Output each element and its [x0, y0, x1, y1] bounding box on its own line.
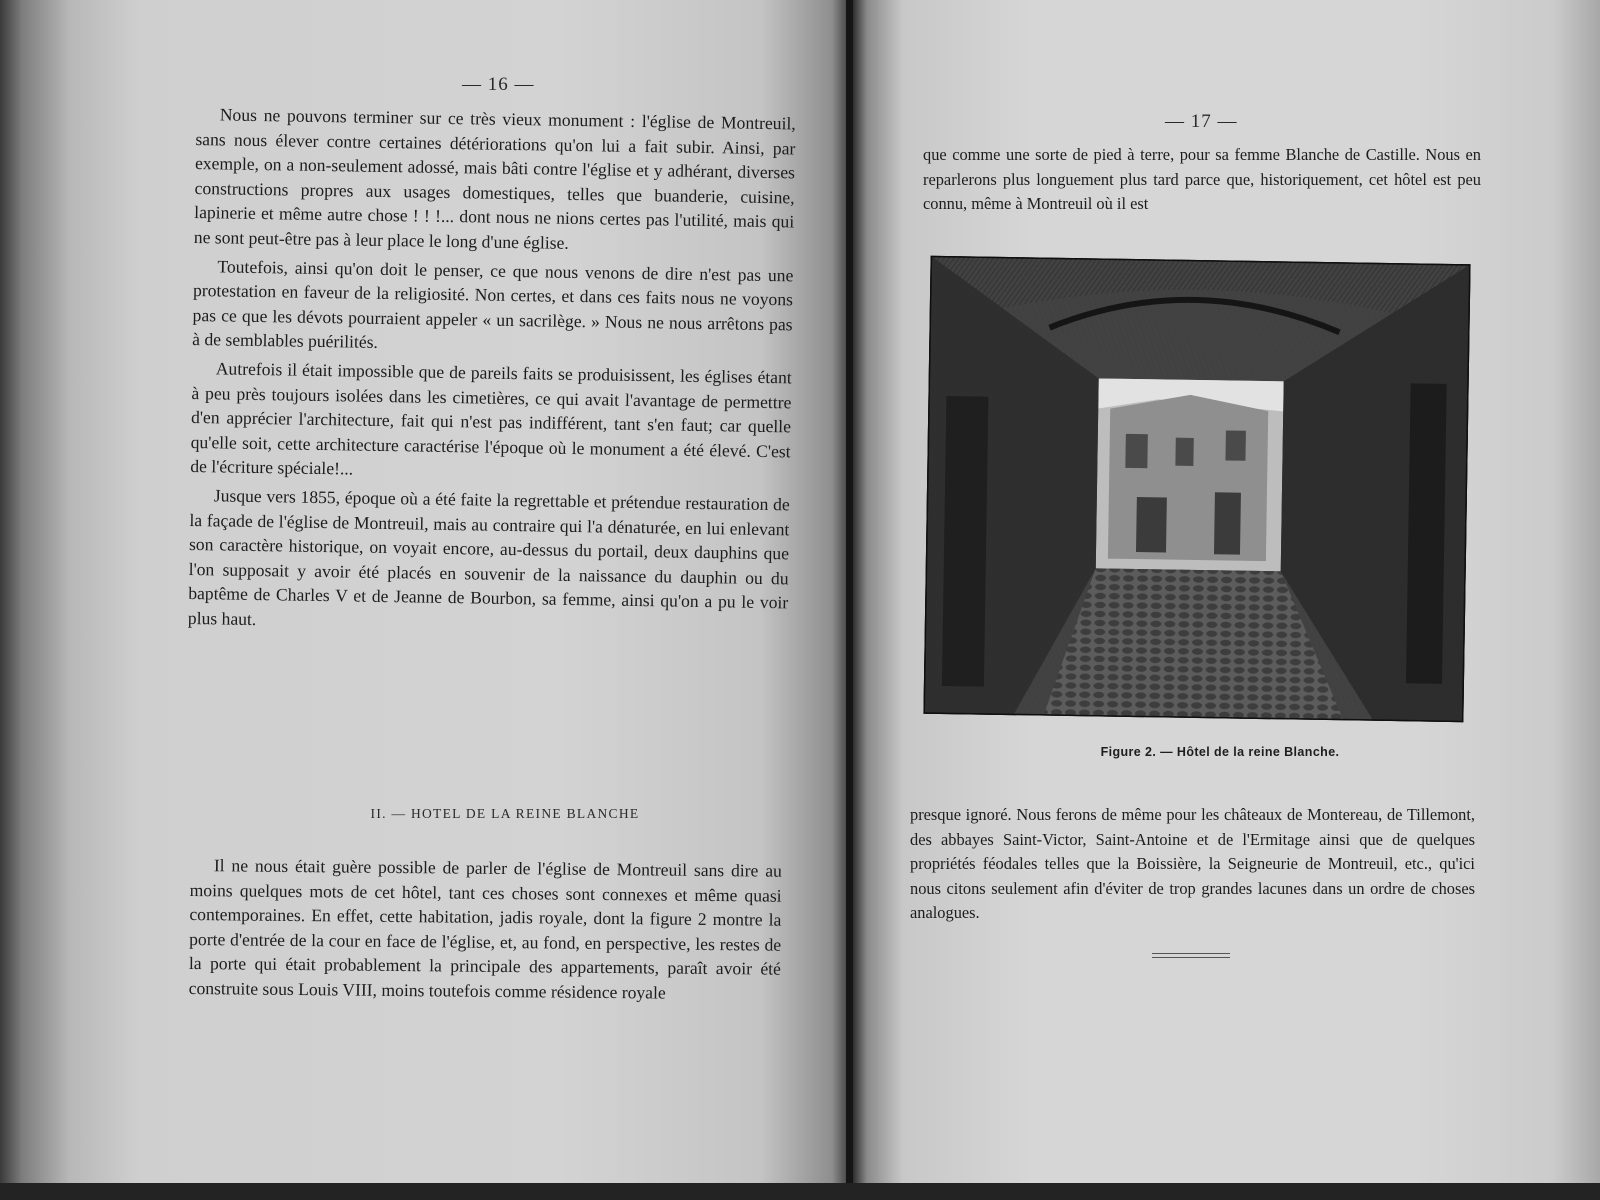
left-body-text — [188, 102, 796, 644]
section-heading: II. — HOTEL DE LA REINE BLANCHE — [370, 806, 640, 821]
page-number-17: — 17 — — [1165, 111, 1238, 132]
section-body-text — [189, 853, 782, 1006]
paragraph-monument: Nous ne pouvons terminer sur ce très vieux monument : l'église de Montreuil, sans nous élever contre certaines détériorations qu'on lui a fait subir. Ainsi, par exemple, on a non-seulement adossé, mais bâti contre l'église et y adhérant, diverses constructions propres aux usages domestiques, telles que buanderie, cuisine, lapinerie et même autre chose ! ! !... dont nous ne nions certes pas l'utilité, mais qui ne sont peut-être pas à leur place le long d'une église. — [193, 104, 796, 253]
right-top-text — [923, 143, 1481, 217]
engraving-illustration — [923, 256, 1470, 722]
paragraph-pied-a-terre: que comme une sorte de pied à terre, pour sa femme Blanche de Castille. Nous en reparlerons plus longuement plus tard parce que, historiquement, cet hôtel est peu connu, même à Montreuil où il est — [923, 145, 1481, 213]
paragraph-hotel: Il ne nous était guère possible de parler de l'église de Montreuil sans dire au moins quelques mots de cet hôtel, tant ces choses sont connexes et même quasi contemporaines. En effet, cette habitation, jadis royale, dont la figure 2 montre la porte d'entrée de la cour en face de l'église, et, au fond, en perspective, les restes de la porte qui était probablement la principale des appartements, paraît avoir été construite sous Louis VIII, moins toutefois comme résidence royale — [188, 855, 782, 1003]
figure-caption: Figure 2. — Hôtel de la reine Blanche. — [1100, 745, 1340, 759]
end-ornament-rule — [1152, 953, 1230, 958]
page-number-16: — 16 — — [462, 74, 535, 95]
book-bottom-edge — [0, 1183, 1600, 1200]
paragraph-autrefois: Autrefois il était impossible que de pareils faits se produisissent, les églises étant à peu près toujours isolées dans les cimetières, ce qui avait l'avantage de permettre d'en apprécier l'architecture, fait qui n'est pas indifférent, tant s'en faut; car quelle qu'elle soit, cette architecture caractérise l'époque où le monument a été élevé. C'est de l'écriture spéciale!... — [190, 358, 792, 479]
figure-engraving — [923, 256, 1470, 722]
right-page — [853, 0, 1600, 1183]
paragraph-presque-ignore: presque ignoré. Nous ferons de même pour les châteaux de Montereau, de Tillemont, des abbayes Saint-Victor, Saint-Antoine et de l'Ermitage ainsi que de quelques propriétés féodales telles que la Boissière, la Seigneurie de Montreuil, etc., qu'ici nous citons seulement afin d'éviter de trop grandes lacunes dans un ordre de choses analogues. — [910, 805, 1475, 922]
paragraph-jusque-1855: Jusque vers 1855, époque où a été faite la regrettable et prétendue restauration de la façade de l'église de Montreuil, mais au contraire qui l'a dénaturée, en lui enlevant son caractère historique, on voyait encore, au-dessus du portail, deux dauphins que l'on supposait y avoir été placés en souvenir de la naissance du dauphin ou du baptême de Charles V et de Jeanne de Bourbon, sa femme, ainsi qu'on a pu le voir plus haut. — [187, 485, 790, 629]
paragraph-toutefois: Toutefois, ainsi qu'on doit le penser, ce que nous venons de dire n'est pas une protestation en faveur de la religiosité. Non certes, et dans ces faits nous ne voyons pas ce que les dévots pourraient appeler « un sacrilège. » Nous ne nous arrêtons pas à de semblables puérilités. — [192, 255, 794, 353]
right-bottom-text — [910, 803, 1475, 926]
